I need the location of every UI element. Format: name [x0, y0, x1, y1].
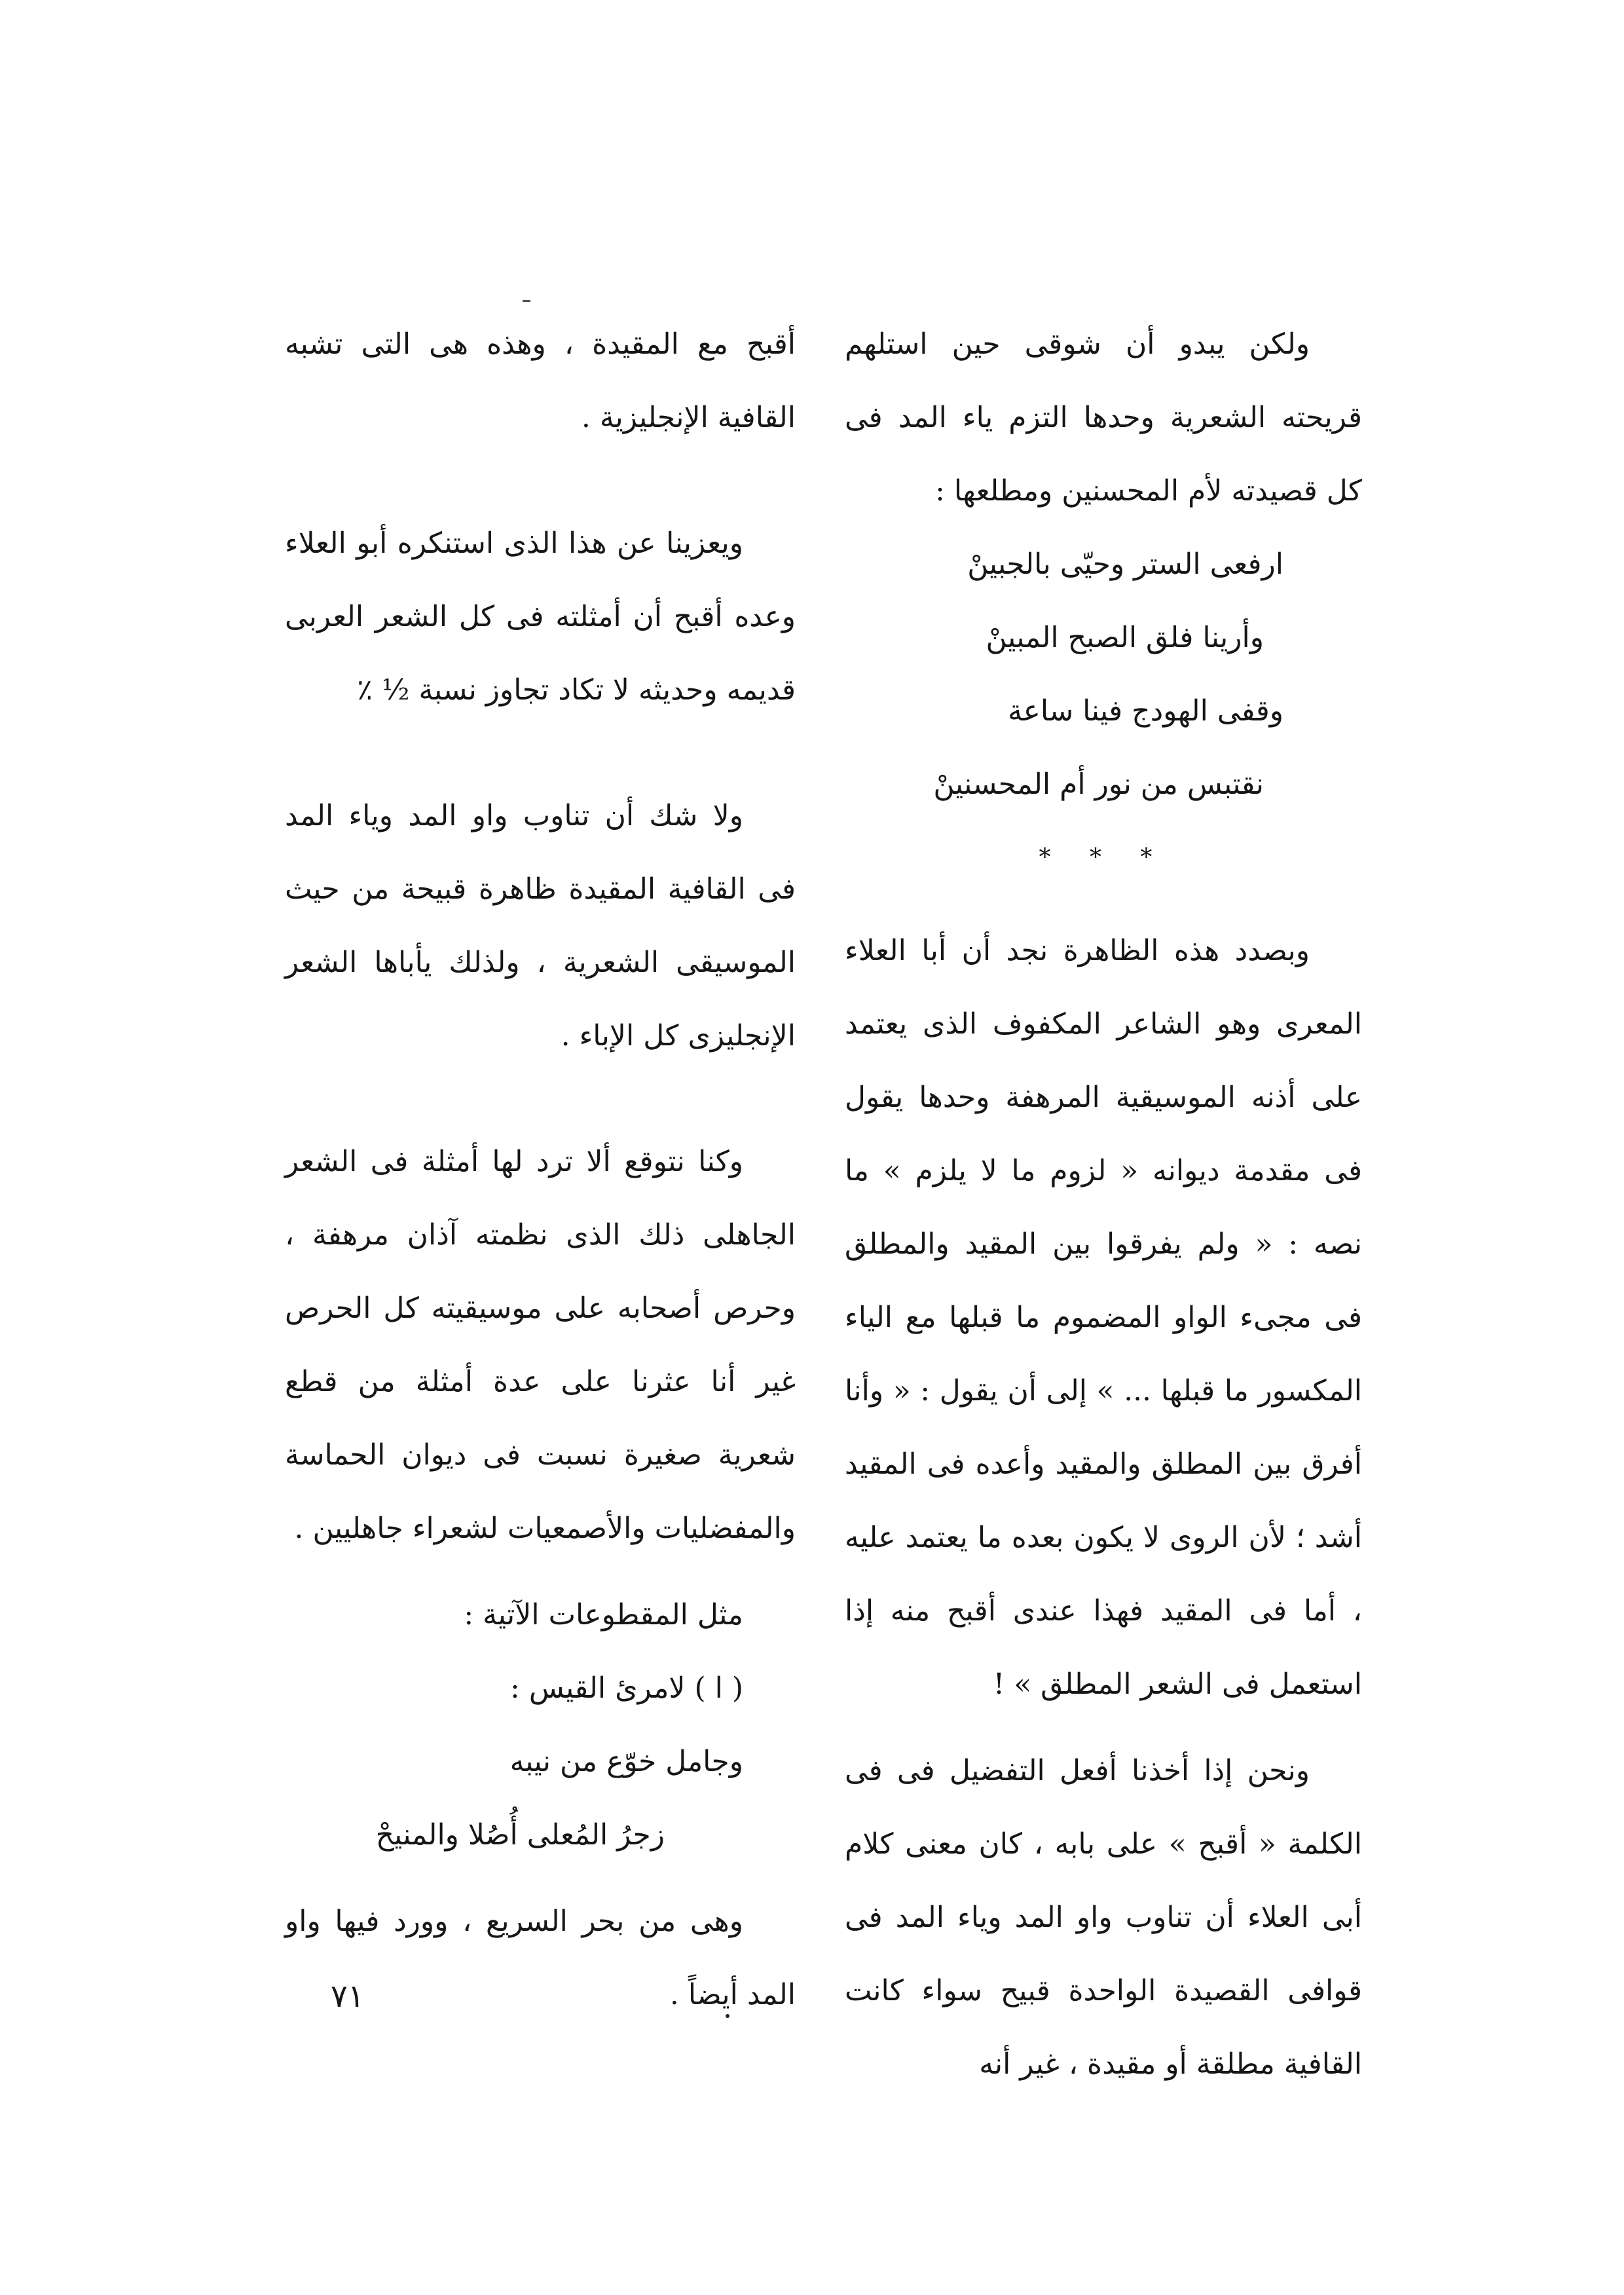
scan-mark [523, 300, 530, 302]
list-intro: مثل المقطوعات الآتية : [464, 1598, 743, 1632]
verse-line: زجرُ المُعلى أُصُلا والمنيحْ [375, 1818, 665, 1852]
paragraph: ولا شك أن تناوب واو المد وياء المد فى القافية المقيدة ظاهرة قبيحة من حيث الموسيقى الشعرية ، ولذلك يأباها الشعر الإنجليزى كل الإباء . [285, 799, 796, 1053]
left-column [285, 308, 796, 2032]
list-item-label: ( ا ) لامرئ القيس : [510, 1671, 743, 1705]
paragraph: وكنا نتوقع ألا ترد لها أمثلة فى الشعر الجاهلى ذلك الذى نظمته آذان مرهفة ، وحرص أصحابه على موسيقيته كل الحرص غير أنا عثرنا على عدة أمثلة من قطع شعرية صغيرة نسبت فى ديوان الحماسة والمفضليات والأصمعيات لشعراء جاهليين . [285, 1145, 796, 1545]
paragraph: ونحن إذا أخذنا أفعل التفضيل فى فى الكلمة « أقبح » على بابه ، كان معنى كلام أبى العلاء أن تناوب واو المد وياء المد فى قوافى القصيدة الواحدة قبيح سواء كانت القافية مطلقة أو مقيدة ، غير أنه [845, 1754, 1362, 2081]
paragraph: وهى من بحر السريع ، وورد فيها واو المد أيضاً . [285, 1905, 796, 2011]
page-number: ٧١ [331, 1978, 365, 2015]
verse-line: وقفى الهودج فينا ساعة [1008, 694, 1283, 728]
paragraph: أقبح مع المقيدة ، وهذه هى التى تشبه القافية الإنجليزية . [285, 327, 796, 434]
verse-line: نقتبس من نور أم المحسنينْ [933, 768, 1264, 801]
verse-line: وأرينا فلق الصبح المبينْ [986, 621, 1264, 654]
verse-line: ارفعى الستر وحيّى بالجبينْ [967, 548, 1283, 581]
verse-line: وجامل خوّع من نيبه [509, 1745, 743, 1778]
section-separator: * * * [1039, 844, 1168, 871]
paragraph: وبصدد هذه الظاهرة نجد أن أبا العلاء المعرى وهو الشاعر المكفوف الذى يعتمد على أذنه الموسيقية المرهفة وحدها يقول فى مقدمة ديوانه « لزوم ما لا يلزم » ما نصه : « ولم يفرقوا بين المقيد والمطلق فى مجىء الواو المضموم ما قبلها مع الياء المكسور ما قبلها ... » إلى أن يقول : « وأنا أفرق بين المطلق والمقيد وأعده فى المقيد أشد ؛ لأن الروى لا يكون بعده ما يعتمد عليه ، أما فى المقيد فهذا عندى أقبح منه إذا استعمل فى الشعر المطلق » ! [845, 934, 1362, 1701]
footer-dot [726, 2014, 729, 2018]
paragraph: ويعزينا عن هذا الذى استنكره أبو العلاء وعده أقبح أن أمثلته فى كل الشعر العربى قديمه وحديثه لا تكاد تجاوز نسبة ½ ٪ [285, 527, 796, 707]
paragraph: ولكن يبدو أن شوقى حين استلهم قريحته الشعرية وحدها التزم ياء المد فى كل قصيدته لأم المحسنين ومطلعها : [845, 327, 1362, 508]
right-column [845, 308, 1362, 2101]
